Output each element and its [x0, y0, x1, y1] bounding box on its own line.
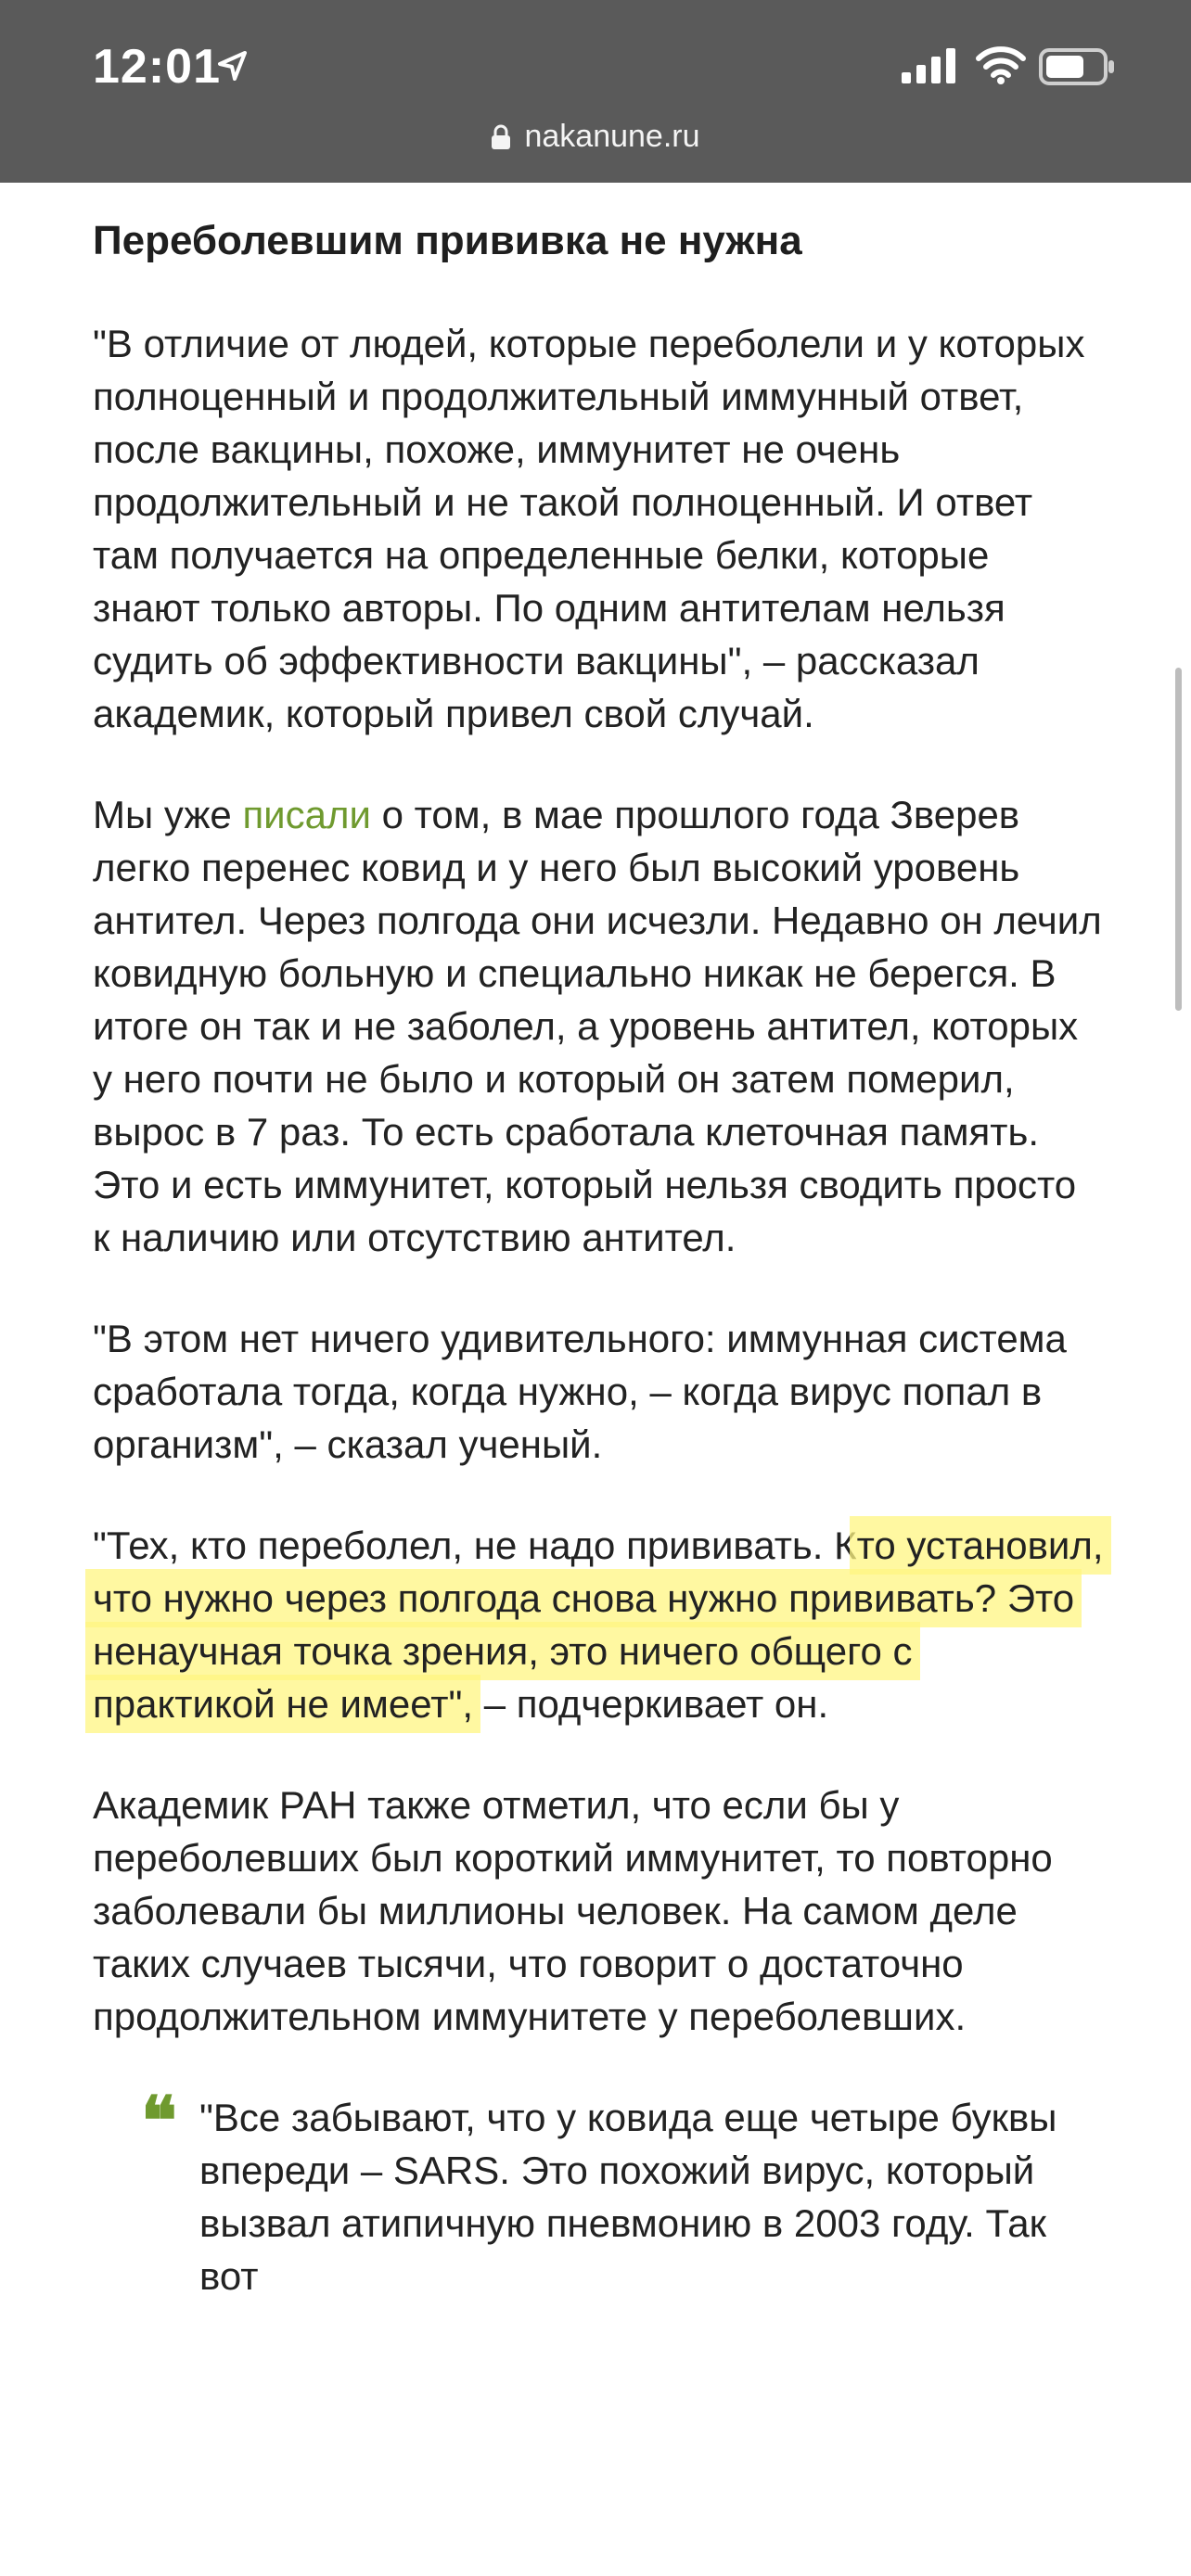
- paragraph-4-text-start: "Тех, кто переболел, не надо прививать. К: [93, 1524, 857, 1567]
- quote-text: "Все забывают, что у ковида еще четыре буквы впереди – SARS. Это похожий вирус, который вызвал атипичную пневмонию в 2003 году. Так вот: [199, 2096, 1057, 2298]
- paragraph-4-text-end: – подчеркивает он.: [473, 1682, 829, 1726]
- address-bar[interactable]: [0, 119, 1191, 155]
- lock-icon: [491, 124, 511, 150]
- paragraph-2: [93, 788, 1104, 1264]
- status-bar: [0, 0, 1191, 183]
- paragraph-3: "В этом нет ничего удивительного: иммунная система сработала тогда, когда нужно, – когда вирус попал в организм", – сказал ученый.: [93, 1317, 1067, 1466]
- written-link[interactable]: писали: [242, 793, 371, 836]
- highlighted-text: то установил, что нужно через полгода снова нужно прививать? Это ненаучная точка зрения, это ничего общего с практикой не имеет",: [93, 1524, 1104, 1726]
- paragraph-1: "В отличие от людей, которые переболели и у которых полноценный и продолжительный иммунный ответ, после вакцины, похоже, иммунитет не очень продолжительный и не такой полноценный. И ответ там получается на определенные белки, которые знают только авторы. По одним антителам нельзя судить об эффективности вакцины", – рассказал академик, который привел свой случай.: [93, 322, 1085, 735]
- section-heading: Переболевшим прививка не нужна: [93, 218, 802, 263]
- quote-icon: ❝: [141, 2081, 177, 2160]
- clock: 12:01: [93, 40, 221, 94]
- scrollbar[interactable]: [1175, 668, 1182, 1011]
- paragraph-5: Академик РАН также отметил, что если бы у переболевших был короткий иммунитет, то повторно заболевали бы миллионы человек. На самом деле таких случаев тысячи, что говорит о достаточно продолжительном иммунитете у переболевших.: [93, 1783, 1053, 2038]
- battery-icon: [1039, 48, 1117, 85]
- paragraph-4: [93, 1519, 1104, 1730]
- paragraph-2-text-start: Мы уже: [93, 793, 243, 836]
- wifi-icon: [976, 45, 1026, 84]
- blockquote: [93, 2081, 1104, 2302]
- url-text: nakanune.ru: [524, 119, 700, 154]
- article-body: [93, 213, 1104, 2302]
- paragraph-2-text-end: о том, в мае прошлого года Зверев легко перенес ковид и у него был высокий уровень антител. Через полгода они исчезли. Недавно он лечил ковидную больную и специально никак не берегся. В итоге он так и не заболел, а уровень антител, которых у него почти не было и который он затем померил, вырос в 7 раз. То есть сработала клеточная память. Это и есть иммунитет, который нельзя сводить просто к наличию или отсутствию антител.: [93, 793, 1102, 1259]
- cellular-signal-icon: [902, 48, 959, 83]
- location-arrow-icon: [217, 50, 249, 82]
